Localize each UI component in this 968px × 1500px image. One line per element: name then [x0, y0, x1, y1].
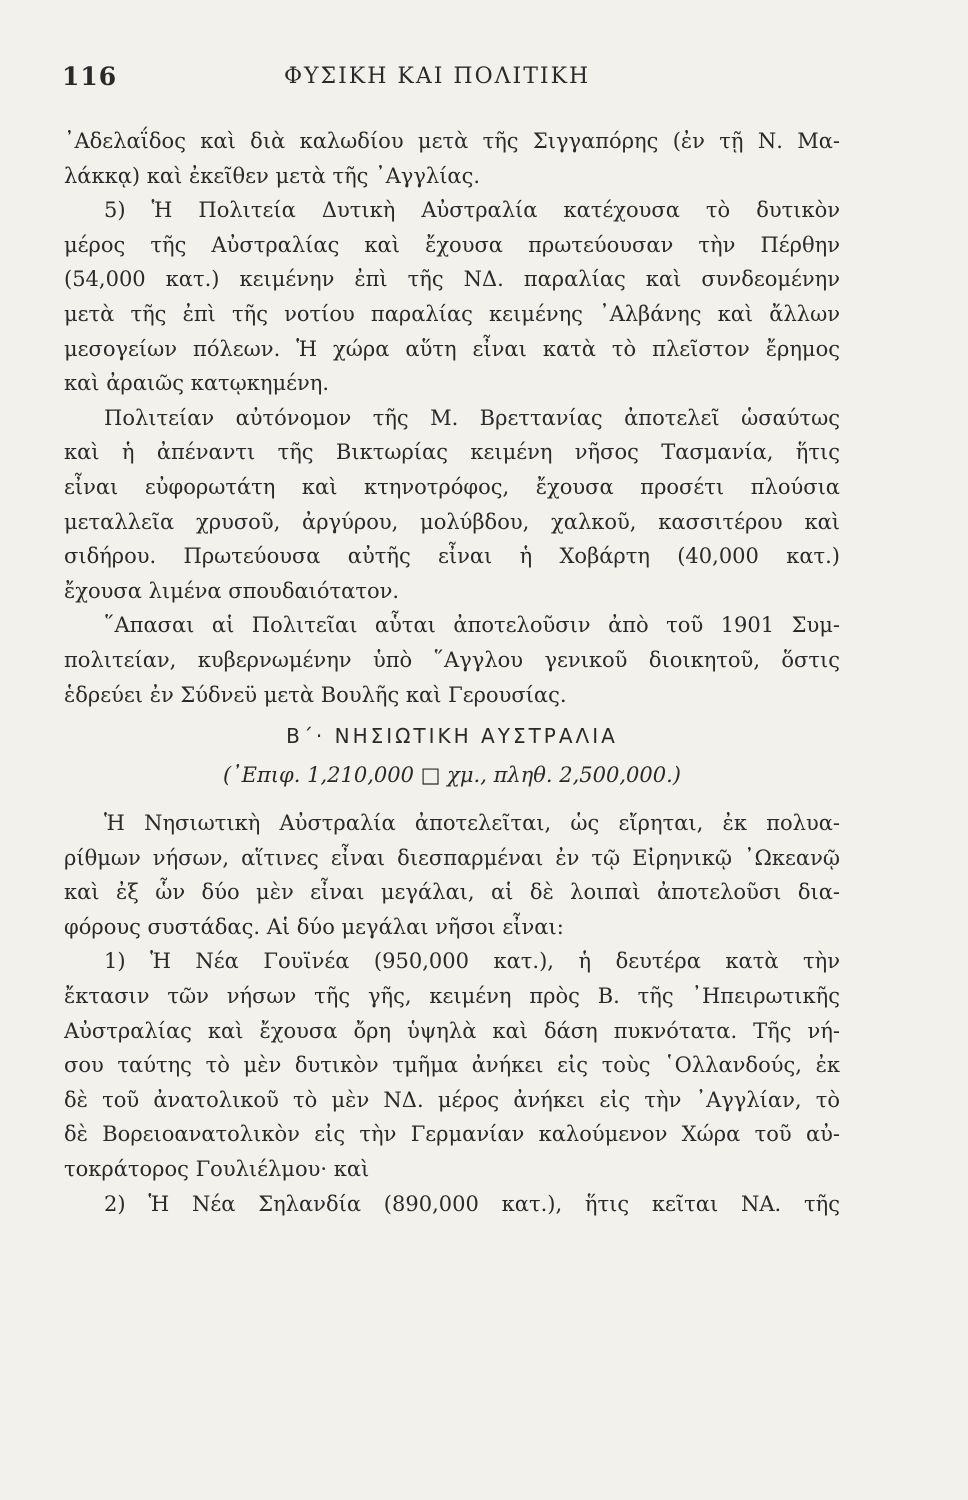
text-line: πολιτείαν, κυβερνωμένην ὑπὸ ῞Αγγλου γενικοῦ διοικητοῦ, ὅστις: [64, 647, 840, 672]
text-line: 2) Ἡ Νέα Σηλανδία (890,000 κατ.), ἥτις κεῖται ΝΑ. τῆς: [104, 1191, 840, 1216]
text-line: μεταλλεῖα χρυσοῦ, ἀργύρου, μολύβδου, χαλκοῦ, κασσιτέρου καὶ: [64, 509, 840, 534]
text-line: Αὐστραλίας καὶ ἔχουσα ὄρη ὑψηλὰ καὶ δάση πυκνότατα. Τῆς νή-: [64, 1018, 840, 1043]
text-line: καὶ ἀραιῶς κατῳκημένη.: [64, 371, 330, 396]
text-line: καὶ ἐξ ὧν δύο μὲν εἶναι μεγάλαι, αἱ δὲ λοιπαὶ ἀποτελοῦσι δια-: [64, 880, 840, 905]
page-number: 116: [62, 62, 118, 91]
text-line: τοκράτορος Γουλιέλμου· καὶ: [64, 1157, 370, 1182]
text-line: δὲ τοῦ ἀνατολικοῦ τὸ μὲν ΝΔ. μέρος ἀνήκει εἰς τὴν ᾿Αγγλίαν, τὸ: [64, 1087, 840, 1112]
text-line: ῞Απασαι αἱ Πολιτεῖαι αὗται ἀποτελοῦσιν ἀπὸ τοῦ 1901 Συμ-: [104, 613, 840, 638]
text-line: (54,000 κατ.) κειμένην ἐπὶ τῆς ΝΔ. παραλίας καὶ συνδεομένην: [64, 267, 840, 292]
text-line: σιδήρου. Πρωτεύουσα αὐτῆς εἶναι ἡ Χοβάρτη (40,000 κατ.): [64, 544, 840, 569]
section-heading: Β΄· ΝΗΣΙΩΤΙΚΗ ΑΥΣΤΡΑΛΙΑ: [286, 724, 618, 749]
text-line: εἶναι εὐφορωτάτη καὶ κτηνοτρόφος, ἔχουσα προσέτι πλούσια: [64, 474, 840, 499]
text-line: λάκκᾳ) καὶ ἐκεῖθεν μετὰ τῆς ᾿Αγγλίας.: [64, 163, 481, 188]
text-line: ᾿Αδελαΐδος καὶ διὰ καλωδίου μετὰ τῆς Σιγγαπόρης (ἐν τῇ Ν. Μα-: [64, 129, 840, 153]
running-title: ΦΥΣΙΚΗ ΚΑΙ ΠΟΛΙΤΙΚΗ: [284, 64, 591, 89]
text-line: ἔκτασιν τῶν νήσων τῆς γῆς, κειμένη πρὸς Β. τῆς ᾿Ηπειρωτικῆς: [64, 984, 840, 1009]
text-line: μεσογείων πόλεων. Ἡ χώρα αὕτη εἶναι κατὰ τὸ πλεῖστον ἔρημος: [64, 336, 840, 361]
text-line: μετὰ τῆς ἐπὶ τῆς νοτίου παραλίας κειμένης ᾿Αλβάνης καὶ ἄλλων: [64, 301, 840, 326]
text-line: φόρους συστάδας. Αἱ δύο μεγάλαι νῆσοι εἶναι:: [64, 914, 564, 939]
text-line: ἑδρεύει ἐν Σύδνεϋ μετὰ Βουλῆς καὶ Γερουσίας.: [64, 682, 567, 707]
text-line: καὶ ἡ ἀπέναντι τῆς Βικτωρίας κειμένη νῆσος Τασμανία, ἥτις: [64, 440, 840, 465]
text-line: 5) Ἡ Πολιτεία Δυτικὴ Αὐστραλία κατέχουσα τὸ δυτικὸν: [104, 198, 840, 223]
text-line: 1) Ἡ Νέα Γουϊνέα (950,000 κατ.), ἡ δευτέρα κατὰ τὴν: [104, 949, 840, 974]
body-text: [64, 124, 840, 1221]
section-subheading: (᾿Επιφ. 1,210,000 □ χμ., πληθ. 2,500,000.): [222, 763, 681, 788]
text-line: Ἡ Νησιωτικὴ Αὐστραλία ἀποτελεῖται, ὡς εἴρηται, ἐκ πολυα-: [104, 811, 840, 836]
text-line: δὲ Βορειοανατολικὸν εἰς τὴν Γερμανίαν καλούμενον Χώρα τοῦ αὐ-: [64, 1122, 840, 1147]
page-header: [62, 62, 838, 102]
text-line: Πολιτείαν αὐτόνομον τῆς Μ. Βρεττανίας ἀποτελεῖ ὡσαύτως: [104, 405, 840, 430]
text-line: ἔχουσα λιμένα σπουδαιότατον.: [64, 578, 400, 603]
text-line: μέρος τῆς Αὐστραλίας καὶ ἔχουσα πρωτεύουσαν τὴν Πέρθην: [64, 232, 840, 257]
text-line: σου ταύτης τὸ μὲν δυτικὸν τμῆμα ἀνήκει εἰς τοὺς ῾Ολλανδούς, ἐκ: [64, 1053, 840, 1078]
text-line: ρίθμων νήσων, αἵτινες εἶναι διεσπαρμέναι ἐν τῷ Εἰρηνικῷ ᾿Ωκεανῷ: [64, 845, 840, 870]
